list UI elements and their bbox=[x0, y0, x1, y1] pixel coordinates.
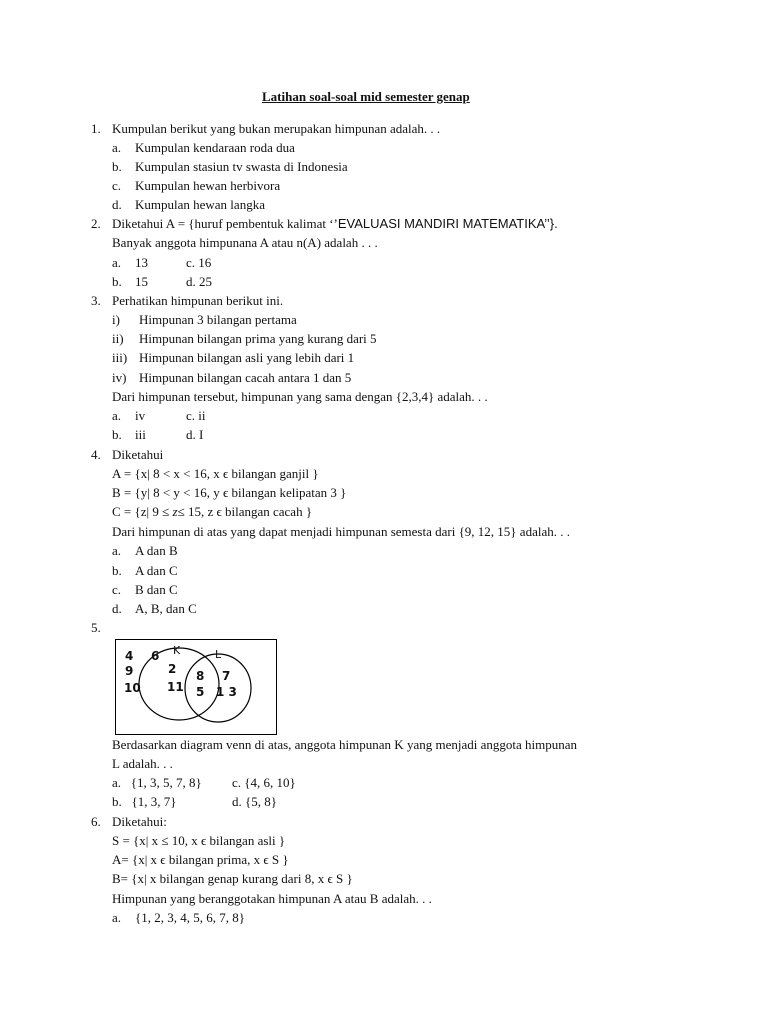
q3-option-d: d. I bbox=[186, 427, 204, 442]
venn-value-8: 8 bbox=[196, 669, 205, 683]
q5-option-d: d. {5, 8} bbox=[232, 794, 277, 809]
venn-label-l: L bbox=[215, 648, 222, 661]
q4-option-c-label: c. bbox=[112, 582, 122, 597]
q5-option-a: a. {1, 3, 5, 7, 8} bbox=[112, 775, 202, 790]
venn-value-10: 10 bbox=[124, 681, 141, 695]
q2-option-b-label: b. bbox=[112, 274, 122, 289]
q2-option-d: d. 25 bbox=[186, 274, 212, 289]
q4-set-b: B = {y| 8 < y < 16, y ϵ bilangan kelipatan 3 } bbox=[112, 485, 347, 500]
q3-text: Perhatikan himpunan berikut ini. bbox=[112, 293, 284, 308]
q3-option-a: iv bbox=[135, 408, 146, 423]
q6-text-2: Himpunan yang beranggotakan himpunan A atau B adalah. . . bbox=[112, 891, 432, 906]
page-title: Latihan soal-soal mid semester genap bbox=[262, 89, 470, 104]
q2-text-start: Diketahui A = {huruf pembentuk kalimat ‘’ bbox=[112, 216, 338, 231]
q3-item-ii: Himpunan bilangan prima yang kurang dari 5 bbox=[139, 331, 377, 346]
venn-label-k: K bbox=[173, 644, 181, 657]
q1-option-d: Kumpulan hewan langka bbox=[135, 197, 265, 212]
q1-option-d-label: d. bbox=[112, 197, 122, 212]
q4-option-a: A dan B bbox=[135, 543, 178, 558]
q2-text-sentence: EVALUASI MANDIRI MATEMATIKA’’}. bbox=[337, 216, 558, 231]
q1-text: Kumpulan berikut yang bukan merupakan himpunan adalah. . . bbox=[112, 121, 441, 136]
q3-item-iv-label: iv) bbox=[112, 370, 127, 385]
q4-option-b: A dan C bbox=[135, 563, 178, 578]
q1-option-a-label: a. bbox=[112, 140, 122, 155]
q3-item-iv: Himpunan bilangan cacah antara 1 dan 5 bbox=[139, 370, 352, 385]
q4-option-c: B dan C bbox=[135, 582, 178, 597]
q4-text: Diketahui bbox=[112, 447, 164, 462]
q2-text bbox=[112, 216, 558, 232]
q1-option-b-label: b. bbox=[112, 159, 122, 174]
q1-option-a: Kumpulan kendaraan roda dua bbox=[135, 140, 295, 155]
q4-text-2: Dari himpunan di atas yang dapat menjadi himpunan semesta dari {9, 12, 15} adalah. . . bbox=[112, 524, 570, 539]
venn-value-6: 6 bbox=[151, 649, 160, 663]
q3-item-ii-label: ii) bbox=[112, 331, 124, 346]
q1-option-c: Kumpulan hewan herbivora bbox=[135, 178, 281, 193]
q6-option-a: {1, 2, 3, 4, 5, 6, 7, 8} bbox=[135, 910, 245, 925]
venn-value-5: 5 bbox=[196, 685, 205, 699]
q2-text-2: Banyak anggota himpunana A atau n(A) adalah . . . bbox=[112, 235, 378, 250]
q6-option-a-label: a. bbox=[112, 910, 122, 925]
q4-set-c-start: C = {z| 9 ≤ bbox=[112, 504, 173, 519]
q4-set-a: A = {x| 8 < x < 16, x ϵ bilangan ganjil } bbox=[112, 466, 319, 481]
q6-set-a: A= {x| x ϵ bilangan prima, x ϵ S } bbox=[112, 852, 289, 867]
venn-diagram bbox=[115, 639, 277, 735]
q5-option-b: b. {1, 3, 7} bbox=[112, 794, 177, 809]
q2-option-b: 15 bbox=[135, 274, 148, 289]
q3-item-iii: Himpunan bilangan asli yang lebih dari 1 bbox=[139, 350, 355, 365]
q1-option-b: Kumpulan stasiun tv swasta di Indonesia bbox=[135, 159, 348, 174]
q4-number: 4. bbox=[91, 447, 101, 462]
q1-number: 1. bbox=[91, 121, 101, 136]
q3-option-b-label: b. bbox=[112, 427, 122, 442]
venn-value-9: 9 bbox=[125, 664, 134, 678]
q5-option-c: c. {4, 6, 10} bbox=[232, 775, 296, 790]
q4-option-d: A, B, dan C bbox=[135, 601, 197, 616]
q4-option-b-label: b. bbox=[112, 563, 122, 578]
q4-set-c bbox=[112, 504, 312, 520]
venn-value-13: 1 3 bbox=[216, 685, 237, 699]
q6-text: Diketahui: bbox=[112, 814, 167, 829]
q2-option-a-label: a. bbox=[112, 255, 122, 270]
q5-text: Berdasarkan diagram venn di atas, anggota himpunan K yang menjadi anggota himpunan bbox=[112, 737, 577, 752]
q2-option-c: c. 16 bbox=[186, 255, 212, 270]
q6-set-b: B= {x| x bilangan genap kurang dari 8, x ϵ S } bbox=[112, 871, 353, 886]
q3-option-b: iii bbox=[135, 427, 146, 442]
q3-item-i: Himpunan 3 bilangan pertama bbox=[139, 312, 297, 327]
venn-value-7: 7 bbox=[222, 669, 231, 683]
q3-text-2: Dari himpunan tersebut, himpunan yang sama dengan {2,3,4} adalah. . . bbox=[112, 389, 488, 404]
q5-number: 5. bbox=[91, 620, 101, 635]
q4-option-d-label: d. bbox=[112, 601, 122, 616]
q3-item-iii-label: iii) bbox=[112, 350, 128, 365]
q5-text-2: L adalah. . . bbox=[112, 756, 173, 771]
venn-value-11: 11 bbox=[167, 680, 184, 694]
venn-value-4: 4 bbox=[125, 649, 134, 663]
q3-number: 3. bbox=[91, 293, 101, 308]
q1-option-c-label: c. bbox=[112, 178, 122, 193]
q6-number: 6. bbox=[91, 814, 101, 829]
q2-number: 2. bbox=[91, 216, 101, 231]
q4-option-a-label: a. bbox=[112, 543, 122, 558]
q4-set-c-end: ≤ 15, z ϵ bilangan cacah } bbox=[177, 504, 313, 519]
q3-option-a-label: a. bbox=[112, 408, 122, 423]
venn-value-2: 2 bbox=[168, 662, 177, 676]
q3-option-c: c. ii bbox=[186, 408, 206, 423]
q3-item-i-label: i) bbox=[112, 312, 120, 327]
q6-set-s: S = {x| x ≤ 10, x ϵ bilangan asli } bbox=[112, 833, 286, 848]
q4-set-c-variable: z bbox=[172, 504, 178, 519]
q2-option-a: 13 bbox=[135, 255, 148, 270]
